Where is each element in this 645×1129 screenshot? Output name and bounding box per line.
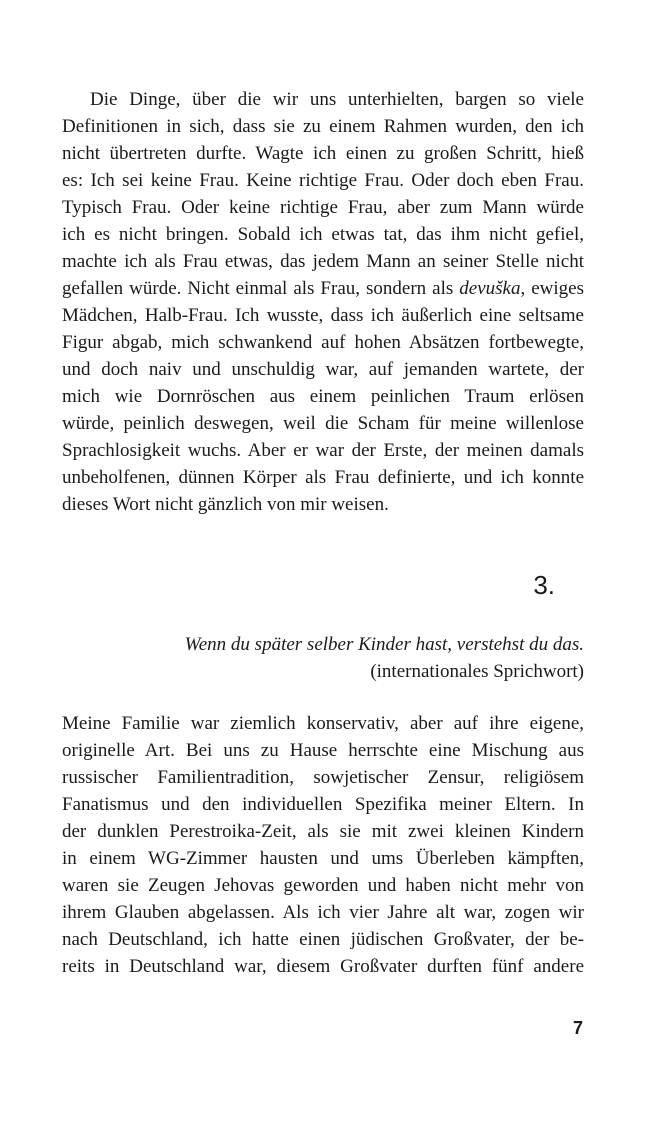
text-segment: , ewiges: [520, 278, 584, 299]
paragraph-1: [62, 86, 584, 518]
chapter-number: 3.: [533, 570, 555, 600]
text-line: Meine Familie war ziemlich konservativ, aber auf ihre eigene,: [62, 713, 584, 734]
text-line: in einem WG-Zimmer hausten und ums Überleben kämpften,: [62, 848, 584, 869]
text-line: Die Dinge, über die wir uns unterhielten, bargen so viele: [90, 89, 584, 110]
text-line: der dunklen Perestroika-Zeit, als sie mit zwei kleinen Kindern: [62, 821, 584, 842]
epigraph: [62, 631, 584, 685]
text-line: Sprachlosigkeit wuchs. Aber er war der Erste, der meinen damals: [62, 440, 584, 461]
text-line: es: Ich sei keine Frau. Keine richtige Frau. Oder doch eben Frau.: [62, 170, 584, 191]
text-line: Definitionen in sich, dass sie zu einem Rahmen wurden, den ich: [62, 116, 584, 137]
page-number: 7: [572, 1018, 583, 1038]
text-line-with-italic: [62, 275, 584, 302]
text-line: reits in Deutschland war, diesem Großvater durften fünf andere: [62, 956, 584, 977]
text-line: machte ich als Frau etwas, das jedem Mann an seiner Stelle nicht: [62, 251, 584, 272]
text-line: russischer Familientradition, sowjetischer Zensur, religiösem: [62, 767, 584, 788]
text-line: Typisch Frau. Oder keine richtige Frau, aber zum Mann würde: [62, 197, 584, 218]
text-line: mich wie Dornröschen aus einem peinlichen Traum erlösen: [62, 386, 584, 407]
text-line: ich es nicht bringen. Sobald ich etwas tat, das ihm nicht gefiel,: [62, 224, 584, 245]
body-text-block-2: [62, 710, 584, 980]
text-line: unbeholfenen, dünnen Körper als Frau definierte, und ich konnte: [62, 467, 584, 488]
body-text-block: [62, 86, 584, 518]
text-line: Mädchen, Halb-Frau. Ich wusste, dass ich äußerlich eine seltsame: [62, 305, 584, 326]
epigraph-quote: Wenn du später selber Kinder hast, verstehst du das.: [184, 634, 584, 655]
italic-word: devuška: [459, 278, 521, 299]
text-line: würde, peinlich deswegen, weil die Scham für meine willenlose: [62, 413, 584, 434]
text-line: waren sie Zeugen Jehovas geworden und haben nicht mehr von: [62, 875, 584, 896]
text-line: und doch naiv und unschuldig war, auf jemanden wartete, der: [62, 359, 584, 380]
text-line: dieses Wort nicht gänzlich von mir weisen.: [62, 494, 389, 515]
text-line: nicht übertreten durfte. Wagte ich einen zu großen Schritt, hieß: [62, 143, 584, 164]
text-line: nach Deutschland, ich hatte einen jüdischen Großvater, der be-: [62, 929, 584, 950]
epigraph-source: (internationales Sprichwort): [370, 661, 584, 682]
text-line: Figur abgab, mich schwankend auf hohen Absätzen fortbewegte,: [62, 332, 584, 353]
paragraph-2: [62, 710, 584, 980]
text-segment: gefallen würde. Nicht einmal als Frau, sondern als: [62, 278, 460, 299]
text-line: originelle Art. Bei uns zu Hause herrschte eine Mischung aus: [62, 740, 584, 761]
text-line: ihrem Glauben abgelassen. Als ich vier Jahre alt war, zogen wir: [62, 902, 584, 923]
text-line: Fanatismus und den individuellen Spezifika meiner Eltern. In: [62, 794, 584, 815]
